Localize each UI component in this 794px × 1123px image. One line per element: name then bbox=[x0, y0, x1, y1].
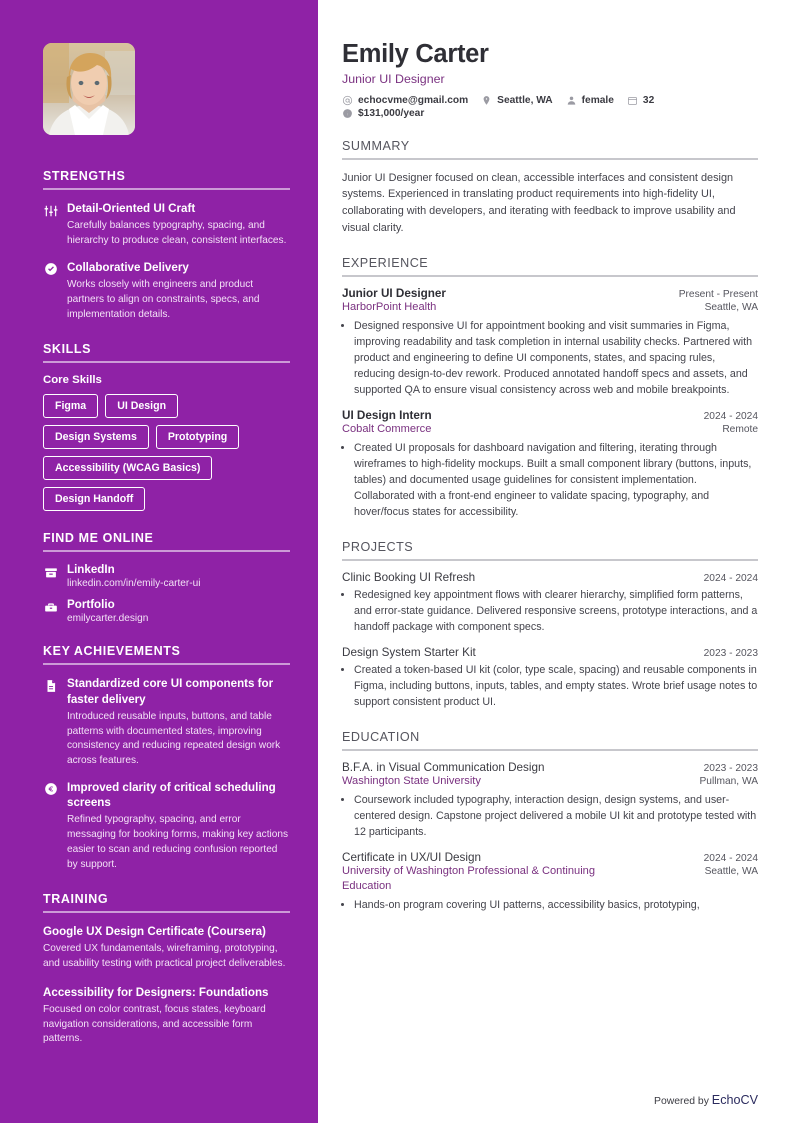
divider bbox=[342, 749, 758, 751]
strengths-heading: STRENGTHS bbox=[43, 169, 126, 183]
online-link-label: LinkedIn bbox=[67, 563, 115, 577]
divider bbox=[342, 158, 758, 160]
entry-date: 2023 - 2023 bbox=[703, 762, 758, 774]
entry-org: Cobalt Commerce bbox=[342, 422, 432, 435]
achievements-heading: KEY ACHIEVEMENTS bbox=[43, 644, 181, 659]
contact-value: female bbox=[581, 95, 614, 107]
training-title: Accessibility for Designers: Foundations bbox=[43, 985, 269, 999]
training-title: Google UX Design Certificate (Coursera) bbox=[43, 925, 266, 939]
training-desc: Focused on color contrast, focus states, keyboard navigation considerations, and accessible form patterns. bbox=[43, 1003, 266, 1045]
section-summary bbox=[342, 139, 758, 236]
skills-group-label: Core Skills bbox=[43, 374, 102, 387]
entry-location: Remote bbox=[722, 423, 758, 435]
entry-date: 2024 - 2024 bbox=[703, 410, 758, 422]
divider bbox=[43, 361, 290, 363]
project-entry bbox=[342, 571, 758, 635]
strength-title: Detail-Oriented UI Craft bbox=[67, 202, 196, 215]
map-pin-icon bbox=[481, 95, 492, 106]
experience-heading: EXPERIENCE bbox=[342, 256, 429, 271]
contact-age bbox=[627, 95, 654, 106]
euro-circle-icon bbox=[43, 782, 58, 797]
entry-bullets bbox=[342, 440, 758, 520]
divider bbox=[43, 188, 290, 190]
entry-date: 2024 - 2024 bbox=[703, 852, 758, 864]
online-link-linkedin[interactable] bbox=[43, 563, 290, 589]
experience-entry bbox=[342, 287, 758, 398]
entry-title: Design System Starter Kit bbox=[342, 645, 476, 659]
divider bbox=[43, 550, 290, 552]
section-experience bbox=[342, 256, 758, 520]
at-sign-icon bbox=[342, 95, 353, 106]
skill-tag[interactable]: Prototyping bbox=[156, 425, 239, 449]
entry-bullets bbox=[342, 897, 758, 913]
online-link-url[interactable]: emilycarter.design bbox=[67, 613, 149, 625]
achievement-desc: Refined typography, spacing, and error messaging for booking forms, making key actions easier to scan and reducing confusion reported by support. bbox=[67, 814, 289, 870]
skill-tag[interactable]: Design Handoff bbox=[43, 487, 145, 511]
section-find-me-online bbox=[43, 531, 290, 624]
skill-tag[interactable]: Accessibility (WCAG Basics) bbox=[43, 456, 212, 480]
entry-date: 2024 - 2024 bbox=[703, 572, 758, 584]
contact-value: echocvme@gmail.com bbox=[358, 95, 469, 107]
section-strengths bbox=[43, 169, 290, 322]
achievement-desc: Introduced reusable inputs, buttons, and table patterns with documented states, improving consistency and reducing repeated design work across features. bbox=[67, 710, 281, 767]
calendar-icon bbox=[627, 95, 638, 106]
divider bbox=[43, 911, 290, 913]
entry-title: B.F.A. in Visual Communication Design bbox=[342, 760, 545, 774]
strength-item bbox=[43, 201, 290, 249]
online-link-portfolio[interactable] bbox=[43, 598, 290, 624]
contact-salary bbox=[342, 108, 424, 119]
skill-tag[interactable]: UI Design bbox=[105, 394, 178, 418]
bullet: • Created UI proposals for dashboard navigation and filtering, iterating through wireframes to high-fidelity mockups. Built a small component library (buttons, inputs, tables) and documented usage guidelines for consistent implementation. Collaborated with a front-end engineer to validate spacing, typography, and hover/focus states for accessibility. bbox=[354, 440, 758, 520]
projects-heading: PROJECTS bbox=[342, 540, 414, 555]
document-icon bbox=[43, 678, 58, 693]
divider bbox=[43, 663, 290, 665]
online-link-label: Portfolio bbox=[67, 598, 115, 612]
contact-value: 32 bbox=[642, 95, 655, 107]
briefcase-icon bbox=[43, 600, 58, 615]
summary-text: Junior UI Designer focused on clean, accessible interfaces and consistent design systems. Experienced in translating product requirements into high-fidelity UI, collaborating with developers, and iterating with feedback to improve usability and visual clarity. bbox=[342, 171, 736, 234]
entry-org: HarborPoint Health bbox=[342, 300, 437, 313]
training-desc: Covered UX fundamentals, wireframing, prototyping, and usability testing with practical project deliverables. bbox=[43, 943, 286, 970]
section-training bbox=[43, 892, 290, 1047]
bullet: • Hands-on program covering UI patterns, accessibility basics, prototyping, bbox=[354, 897, 758, 913]
contact-email[interactable] bbox=[342, 95, 468, 106]
entry-date: Present - Present bbox=[678, 288, 758, 300]
avatar bbox=[43, 43, 290, 135]
contact-location bbox=[481, 95, 552, 106]
training-heading: TRAINING bbox=[43, 892, 109, 907]
online-link-url[interactable]: linkedin.com/in/emily-carter-ui bbox=[67, 578, 201, 590]
section-projects bbox=[342, 540, 758, 710]
section-key-achievements bbox=[43, 644, 290, 872]
education-entry bbox=[342, 851, 758, 913]
entry-location: Seattle, WA bbox=[704, 865, 758, 877]
entry-location: Pullman, WA bbox=[699, 775, 758, 787]
bullet: • Designed responsive UI for appointment booking and visit summaries in Figma, improving readability and task completion in internal usability checks. Partnered with product and engineering to define UI components, states, and spacing rules, reducing design-to-dev rework. Produced annotated handoff specs and assets, and supported QA to ensure visual consistency across web and mobile breakpoints. bbox=[354, 318, 758, 398]
entry-date: 2023 - 2023 bbox=[703, 647, 758, 659]
sidebar bbox=[0, 0, 318, 1123]
entry-bullets bbox=[342, 662, 758, 710]
profile-photo-image bbox=[43, 43, 135, 135]
skill-tag[interactable]: Figma bbox=[43, 394, 98, 418]
bullet: • Created a token-based UI kit (color, type scale, spacing) and reusable components in Figma, including buttons, inputs, tables, and empty states. Wrote brief usage notes to support consistent product UI. bbox=[354, 662, 758, 710]
experience-entry bbox=[342, 409, 758, 520]
page-title: Emily Carter bbox=[342, 40, 489, 68]
footer-powered-by: Powered by bbox=[654, 1096, 709, 1107]
entry-title: UI Design Intern bbox=[342, 408, 432, 422]
achievement-item bbox=[43, 780, 290, 873]
training-item bbox=[43, 924, 290, 972]
sliders-icon bbox=[43, 203, 58, 218]
contact-value: $131,000/year bbox=[358, 108, 425, 120]
entry-org: Washington State University bbox=[342, 774, 481, 787]
footer-brand: EchoCV bbox=[711, 1093, 758, 1107]
entry-bullets bbox=[342, 792, 758, 840]
project-entry bbox=[342, 646, 758, 710]
section-skills bbox=[43, 342, 290, 511]
achievement-title: Improved clarity of critical scheduling screens bbox=[67, 780, 276, 810]
achievement-item bbox=[43, 676, 290, 769]
job-role: Junior UI Designer bbox=[342, 72, 445, 87]
contact-list-secondary bbox=[342, 108, 758, 119]
skills-heading: SKILLS bbox=[43, 342, 92, 357]
education-entry bbox=[342, 761, 758, 840]
strength-desc: Carefully balances typography, spacing, and hierarchy to produce clean, consistent interfaces. bbox=[67, 220, 287, 247]
training-item bbox=[43, 985, 290, 1047]
linkedin-icon bbox=[43, 565, 58, 580]
education-heading: EDUCATION bbox=[342, 730, 420, 745]
divider bbox=[342, 559, 758, 561]
entry-org: University of Washington Professional & Continuing Education bbox=[342, 864, 596, 892]
achievement-title: Standardized core UI components for faster delivery bbox=[67, 677, 274, 706]
entry-bullets bbox=[342, 318, 758, 398]
strength-desc: Works closely with engineers and product partners to align on constraints, specs, and implementation details. bbox=[67, 279, 260, 320]
entry-title: Junior UI Designer bbox=[342, 286, 446, 300]
main-content bbox=[318, 0, 794, 1123]
entry-title: Clinic Booking UI Refresh bbox=[342, 570, 476, 584]
person-icon bbox=[566, 95, 577, 106]
skill-tag-list bbox=[43, 394, 290, 511]
entry-bullets bbox=[342, 587, 758, 635]
divider bbox=[342, 275, 758, 277]
check-circle-icon bbox=[43, 262, 58, 277]
skill-tag[interactable]: Design Systems bbox=[43, 425, 149, 449]
bullet: • Coursework included typography, interaction design, design systems, and user-centered design. Capstone project delivered a mobile UI kit and prototype tested with 12 participants. bbox=[354, 792, 758, 840]
entry-location: Seattle, WA bbox=[704, 301, 758, 313]
contact-value: Seattle, WA bbox=[497, 95, 553, 107]
bullet: • Redesigned key appointment flows with clearer hierarchy, simplified form patterns, and error-state guidance. Delivered responsive screens, prototype interactions, and a handoff package with component specs. bbox=[354, 587, 758, 635]
strength-title: Collaborative Delivery bbox=[67, 260, 189, 274]
profile-photo bbox=[43, 43, 135, 135]
summary-heading: SUMMARY bbox=[342, 139, 410, 154]
entry-title: Certificate in UX/UI Design bbox=[342, 850, 482, 864]
contact-gender bbox=[566, 95, 614, 106]
section-education bbox=[342, 730, 758, 913]
strength-item bbox=[43, 260, 290, 323]
footer bbox=[654, 1093, 758, 1107]
contact-list bbox=[342, 95, 758, 106]
online-heading: FIND ME ONLINE bbox=[43, 531, 154, 546]
info-circle-icon bbox=[342, 108, 353, 119]
